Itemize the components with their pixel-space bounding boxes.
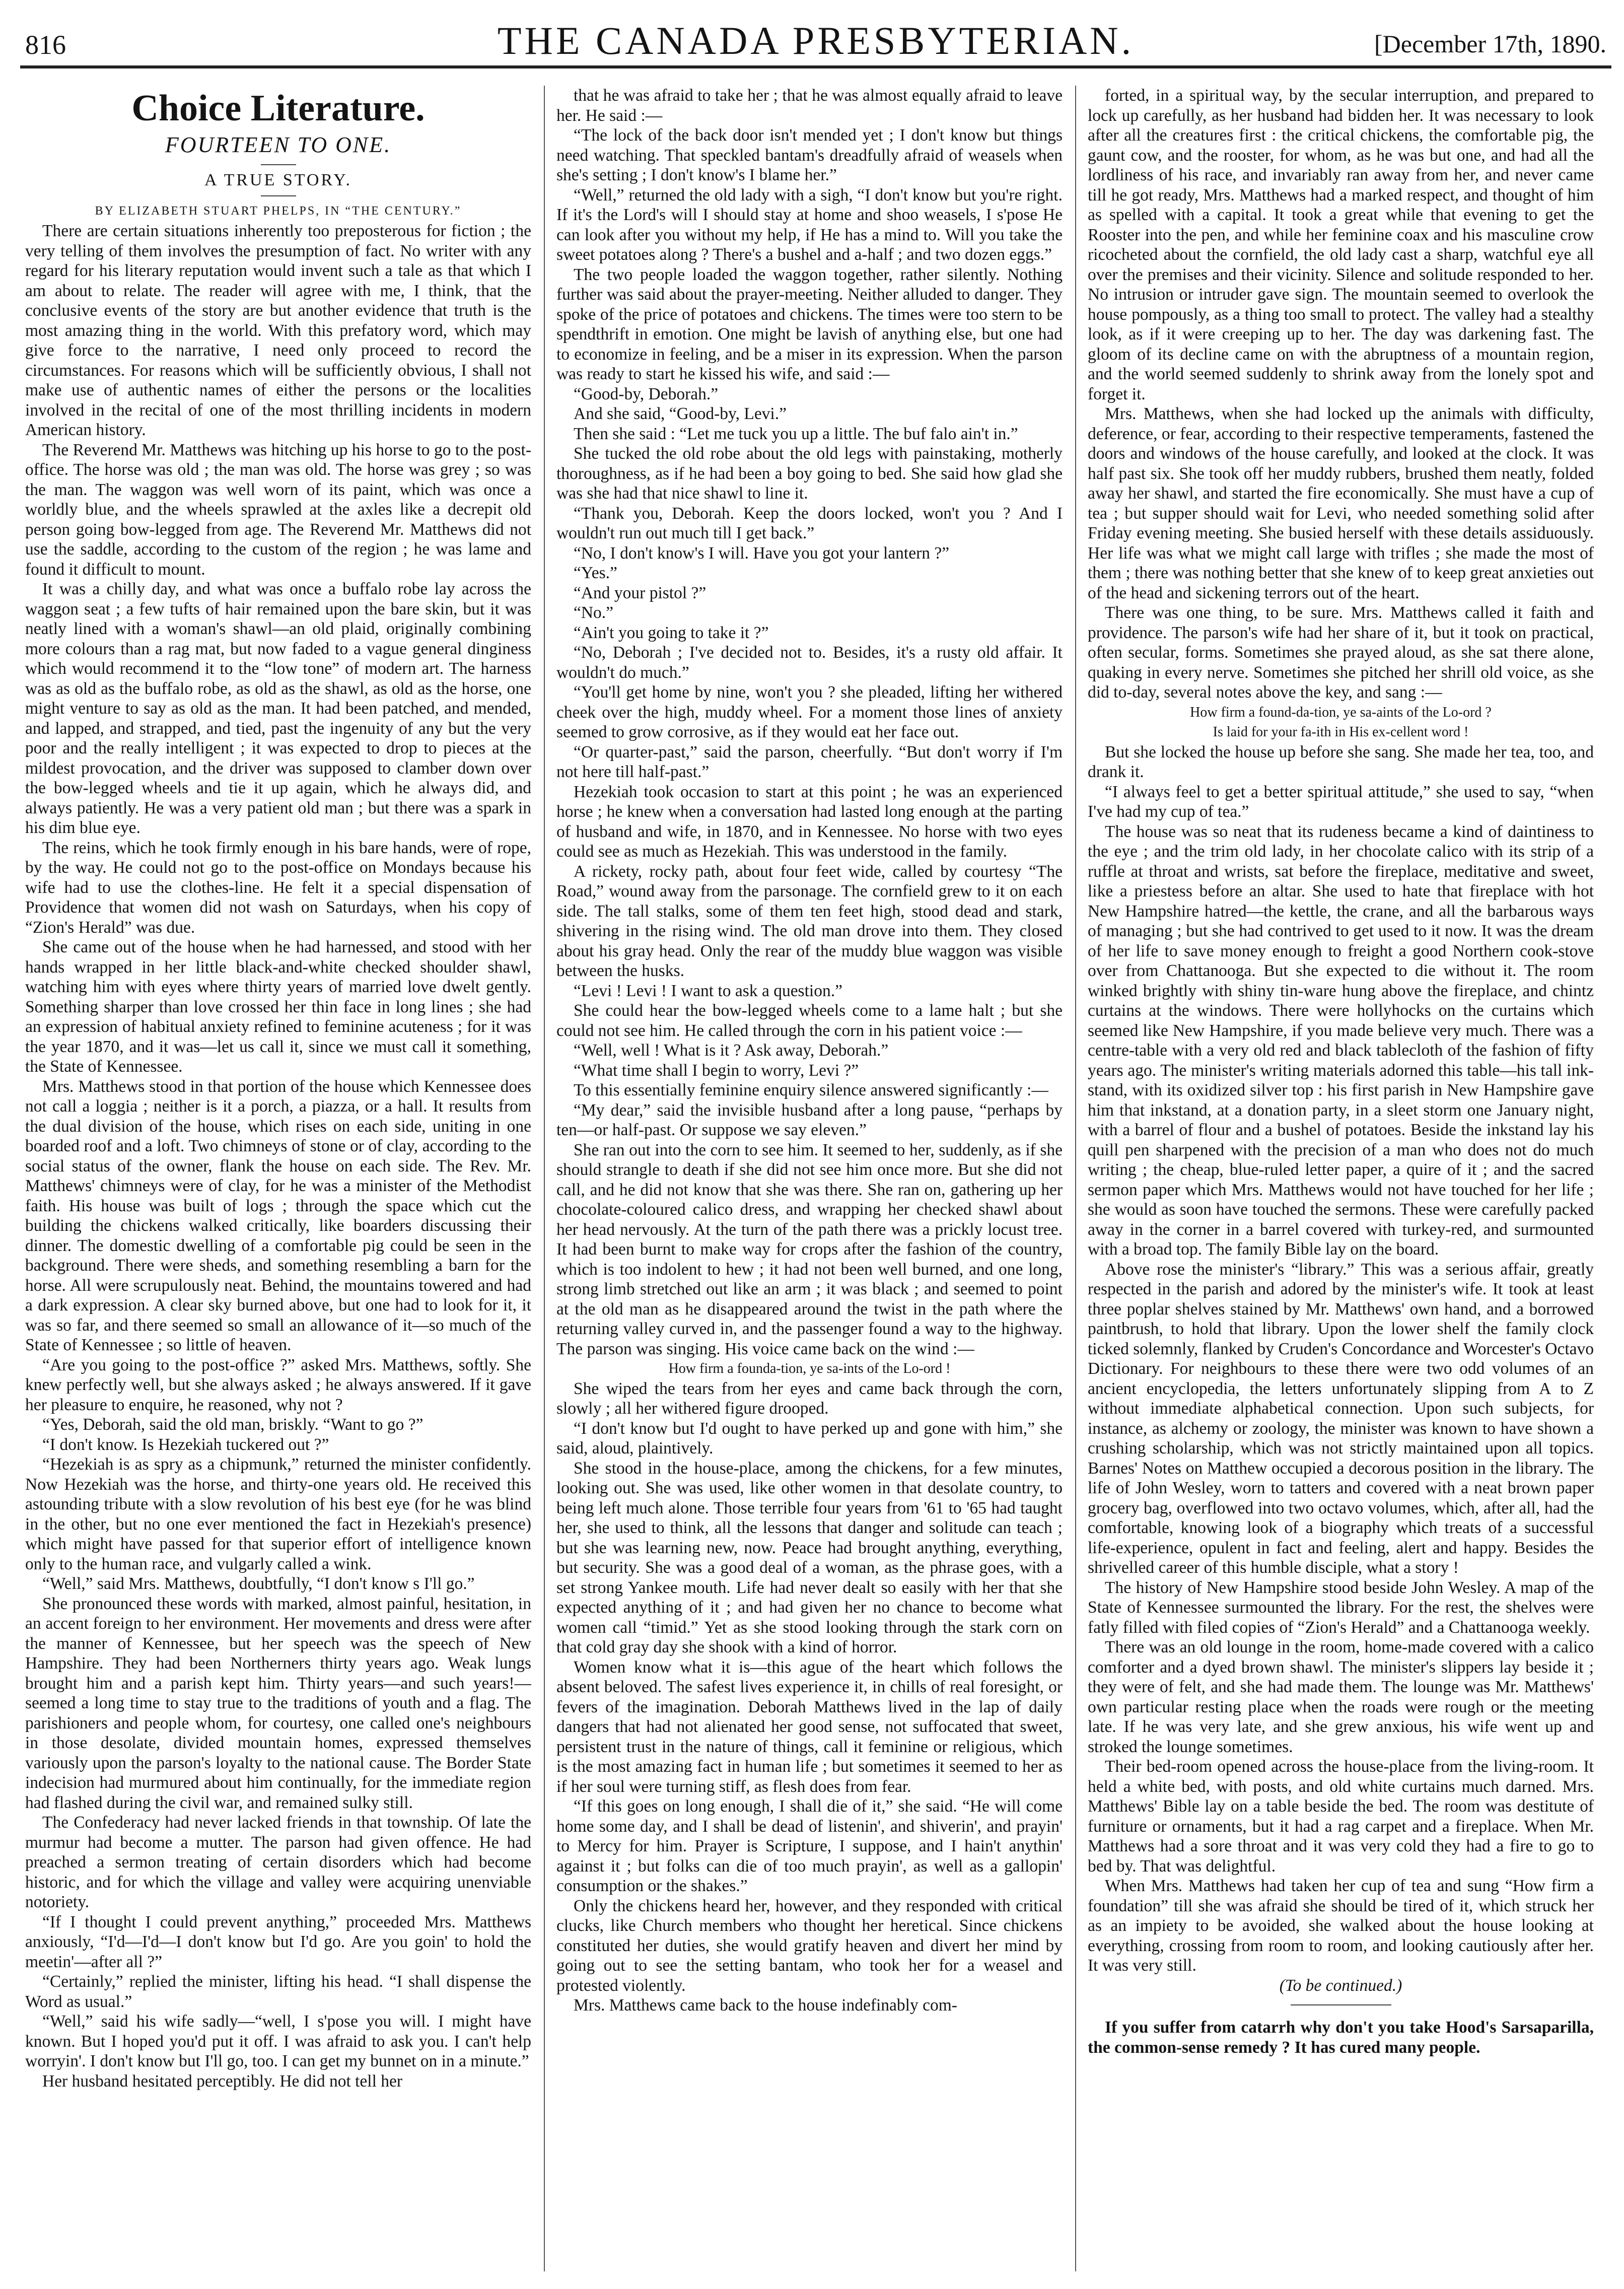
column-3 bbox=[1088, 86, 1594, 2271]
paragraph: “You'll get home by nine, won't you ? she pleaded, lifting her withered cheek over the high, muddy wheel. For a moment those lines of anxiety seemed to grow corrosive, as if they would eat her face out. bbox=[556, 683, 1063, 741]
paragraph: The reins, which he took firmly enough in his bare hands, were of rope, by the way. He could not go to the post-office on Mondays because his wife had to use the clothes-line. He felt it a special dispensation of Providence that women did not wash on Saturdays, when his copy of “Zion's Herald” was due. bbox=[25, 838, 531, 937]
paragraph: “The lock of the back door isn't mended yet ; I don't know but things need watching. That speckled bantam's dreadfully afraid of weasels when she's setting ; I don't know's I blame her.” bbox=[556, 126, 1063, 184]
paragraph: “Yes, Deborah, said the old man, briskly. “Want to go ?” bbox=[42, 1415, 423, 1434]
paragraph: “Well,” returned the old lady with a sigh, “I don't know but you're right. If it's the Lord's will I should stay at home and shoo weasels, I s'pose He can look after you without my help, if He has a mind to. Will you take the sweet potatoes along ? There's a bushel and a-half ; and two dozen eggs.” bbox=[556, 185, 1063, 264]
paragraph: There was an old lounge in the room, home-made covered with a calico comforter and a dyed brown shawl. The minister's slippers lay beside it ; they were of felt, and she had made them. The lounge was Mr. Matthews' own particular resting place when the roads were rough or the meeting late. If he was very late, and she grew anxious, his wife went up and stroked the lounge sometimes. bbox=[1088, 1638, 1594, 1756]
page-number: 816 bbox=[25, 30, 66, 60]
paragraph: To this essentially feminine enquiry silence answered significantly :— bbox=[574, 1081, 1048, 1099]
hymn-verse: How firm a founda-tion, ye sa-ints of the Lo-ord ! bbox=[668, 1361, 951, 1376]
paragraph: She tucked the old robe about the old legs with painstaking, motherly thoroughness, as if he had been a boy going to bed. She said how glad she was she had that nice shawl to line it. bbox=[556, 444, 1063, 503]
paragraph: She wiped the tears from her eyes and came back through the corn, slowly ; all her withered figure drooped. bbox=[556, 1379, 1063, 1418]
divider bbox=[261, 195, 296, 196]
paragraph: “I don't know but I'd ought to have perked up and gone with him,” she said, aloud, plaintively. bbox=[556, 1419, 1063, 1458]
paragraph: Her husband hesitated perceptibly. He did not tell her bbox=[42, 2071, 403, 2091]
story-subtitle: A TRUE STORY. bbox=[204, 171, 352, 189]
paragraph: “Thank you, Deborah. Keep the doors locked, won't you ? And I wouldn't run out much till I get back.” bbox=[556, 504, 1063, 542]
paragraph: She ran out into the corn to see him. It seemed to her, suddenly, as if she should strangle to death if she did not see him once more. But she did not call, and he did not know that she was there. She ran on, gathering up her chocolate-coloured calico dress, and wrapping her checked shawl about her head nervously. At the turn of the path there was a prickly locust tree. It had been burnt to make way for crops after the fashion of the country, which is too indolent to hew ; it had not been well burned, and one long, strong limb stretched out like an arm ; it was black ; and seemed to point at the old man as he disappeared around the twist in the path where the returning valley curved in, and the passenger found a way to the highway. The parson was singing. His voice came back on the wind :— bbox=[556, 1140, 1063, 1358]
paragraph: She stood in the house-place, among the chickens, for a few minutes, looking out. She was used, like other women in that desolate country, to being left much alone. Those terrible four years from '61 to '65 had taught her, she used to think, all the lessons that danger and solitude can teach ; but she was learning new, now. Peace had brought anything, everything, but security. She was a good deal of a woman, as the phrase goes, with a set strong Yankee mouth. Life had never dealt so easily with her that she expected anything of it ; and had given her no chance to become what women call “timid.” Yet as she stood looking through the stark corn on that cold gray day she shook with a kind of horror. bbox=[556, 1459, 1063, 1656]
paragraph: “Well,” said his wife sadly—“well, I s'pose you will. I might have known. But I hoped you'd put it off. I was afraid to ask you. I can't help worryin'. I don't know but I'll go, too. I can get my bunnet on in a minute.” bbox=[25, 2012, 531, 2070]
paragraph: She pronounced these words with marked, almost painful, hesitation, in an accent foreign to her environment. Her movements and dress were after the manner of Kennessee, but her speech was the speech of New Hampshire. They had been Northerners thirty years ago. Weak lungs brought him and a parish kept him. Thirty years—and such years!—seemed a long time to stay true to the traditions of youth and a flag. The parishioners and people whom, for courtesy, one called one's neighbours in those desolate, divided mountain homes, expressed themselves variously upon the parson's loyalty to the national cause. The Border State indecision had murmured about him continually, for the immediate region had flashed during the civil war, and remained sulky still. bbox=[25, 1594, 531, 1812]
paragraph: But she locked the house up before she sang. She made her tea, too, and drank it. bbox=[1088, 742, 1594, 781]
paragraph: “Good-by, Deborah.” bbox=[574, 384, 719, 403]
paragraph: “Levi ! Levi ! I want to ask a question.” bbox=[574, 981, 842, 1000]
byline: BY ELIZABETH STUART PHELPS, IN “THE CENTURY.” bbox=[95, 204, 462, 218]
paragraph: “Are you going to the post-office ?” asked Mrs. Matthews, softly. She knew perfectly well, but she always asked ; he always answered. If it gave her pleasure to enquire, he reasoned, why not ? bbox=[25, 1355, 531, 1414]
paragraph: “If this goes on long enough, I shall die of it,” she said. “He will come home some day, and I shall be dead of listenin', and shiverin', and prayin' to Mercy for him. Prayer is Scripture, I suppose, and I hain't anythin' against it ; but folks can die of too much prayin', as well as a gallopin' consumption or the shakes.” bbox=[556, 1797, 1063, 1895]
hymn-verse: How firm a found-da-tion, ye sa-aints of the Lo-ord ? Is laid for your fa-ith in His ex-cellent word ! bbox=[1190, 704, 1492, 740]
paragraph: When Mrs. Matthews had taken her cup of tea and sung “How firm a foundation” till she was afraid she should be tired of it, which struck her as an impiety to be avoided, she walked about the house looking at everything, crossing from room to room, and looking cautiously after her. It was very still. bbox=[1088, 1877, 1594, 1975]
divider bbox=[1291, 2004, 1391, 2005]
paragraph: Above rose the minister's “library.” This was a serious affair, greatly respected in the parish and adored by the minister's wife. It took at least three poplar shelves stained by Mr. Matthews' own hand, and a borrowed paintbrush, to hold that library. Upon the lower shelf the family clock ticked solemnly, flanked by Cruden's Concordance and Worcester's Octavo Dictionary. For neighbours to these there were two odd volumes of an ancient encyclopedia, the letters unfortunately slipping from A to Z without immediate alphabetical connection. Upon such subjects, for instance, as alchemy or zoology, the minister was known to have shown a crushing scholarship, which was not strictly maintained upon all topics. Barnes' Notes on Matthew occupied a decorous position in the library. The life of John Wesley, worn to tatters and covered with a neat brown paper grocery bag, overflowed into two octavo volumes, which, after all, had the comfortable, knowing look of a biography which treats of a successful life-experience, opulent in fact and feeling, alert and happy. Besides the shrivelled career of this humble disciple, what a story ! bbox=[1088, 1260, 1594, 1577]
paragraph: There was one thing, to be sure. Mrs. Matthews called it faith and providence. The parson's wife had her share of it, but it took on practical, often secular, forms. Sometimes she prayed aloud, as she sat there alone, quaking in every nerve. Sometimes she pitched her shrill old voice, as she did to-day, several notes above the key, and sang :— bbox=[1088, 603, 1594, 702]
section-heading: Choice Literature. bbox=[131, 88, 425, 129]
paragraph: “No, I don't know's I will. Have you got your lantern ?” bbox=[574, 543, 950, 563]
paragraph: The Reverend Mr. Matthews was hitching up his horse to go to the post-office. The horse was old ; the man was old. The horse was grey ; so was the man. The waggon was well worn of its paint, which was once a worldly blue, and the wheels sprawled at the axles like a decrepit old person going bow-legged from age. The Reverend Mr. Matthews did not use the saddle, according to the custom of the region ; he was lame and found it difficult to mount. bbox=[25, 440, 531, 579]
paragraph: “Well,” said Mrs. Matthews, doubtfully, “I don't know s I'll go.” bbox=[42, 1574, 475, 1593]
paragraph: It was a chilly day, and what was once a buffalo robe lay across the waggon seat ; a few tufts of hair remained upon the bare skin, but it was neatly lined with a woman's shawl—an old plaid, originally combining more colours than a rag mat, but now faded to a vague general dinginess which would recommend it to the “low tone” of modern art. The harness was as old as the buffalo robe, as old as the shawl, as old as the horse, one might venture to say as old as the man. It had been patched, and mended, and lapped, and strapped, and tied, past the ingenuity of any but the very poor and the really intelligent ; it was expected to drop to pieces at the mildest provocation, and the driver was supposed to clamber down over the bow-legged wheels and tie it up again, which he always did, and always patiently. He was a very patient old man ; but there was a spark in his dim blue eye. bbox=[25, 580, 531, 837]
paragraph: She came out of the house when he had harnessed, and stood with her hands wrapped in her little black-and-white checked shoulder shawl, watching him with eyes where thirty years of married love dwelt gently. Something sharper than love crossed her thin face in long lines ; she had an expression of habitual anxiety refined to feminine acuteness ; for it was the year 1870, and it was—let us call it, since we must call it something, the State of Kennessee. bbox=[25, 938, 531, 1076]
paragraph: Mrs. Matthews came back to the house indefinably com- bbox=[574, 1996, 957, 2015]
paragraph: The two people loaded the waggon together, rather silently. Nothing further was said about the prayer-meeting. Neither alluded to danger. They spoke of the price of potatoes and chickens. The times were too stern to be spendthrift in emotion. One might be lavish of anything else, but one had to economize in feeling, and be a miser in its expression. When the parson was ready to start he kissed his wife, and said :— bbox=[556, 265, 1063, 383]
paragraph: “My dear,” said the invisible husband after a long pause, “perhaps by ten—or half-past. Or suppose we say eleven.” bbox=[556, 1100, 1063, 1139]
paragraph: “No, Deborah ; I've decided not to. Besides, it's a rusty old affair. It wouldn't do much.” bbox=[556, 643, 1063, 682]
masthead: THE CANADA PRESBYTERIAN. bbox=[497, 19, 1135, 62]
paragraph: “Well, well ! What is it ? Ask away, Deborah.” bbox=[574, 1041, 889, 1060]
paragraph: “I always feel to get a better spiritual attitude,” she used to say, “when I've had my cup of tea.” bbox=[1088, 782, 1594, 821]
paragraph: And she said, “Good-by, Levi.” bbox=[574, 404, 787, 423]
paragraph: “What time shall I begin to worry, Levi ?” bbox=[574, 1061, 859, 1080]
paragraph: forted, in a spiritual way, by the secular interruption, and prepared to lock up carefully, as her husband had bidden her. It was necessary to look after all the creatures first : the critical chickens, the comfortable pig, the gaunt cow, and the rooster, for whom, as he was but one, and had all the lordliness of his race, and invariably ran away from her, and never came till he got ready, Mrs. Matthews had a marked respect, and thought of him as spelled with a capital. It took a great while that evening to get the Rooster into the pen, and while her feminine coax and his masculine crow ricocheted about the cornfield, the old lady cast a sharp, watchful eye all over the premises and their vicinity. Silence and solitude responded to her. No intrusion or intruder gave sign. The mountain seemed to overlook the house pompously, as a thing too small to protect. The valley had a stealthy look, as if it were creeping up to her. The day was darkening fast. The gloom of its decline came on with the abruptness of a mountain region, and the world seemed suddenly to shrink away from the lonely spot and forget it. bbox=[1088, 86, 1594, 403]
paragraph: “Hezekiah is as spry as a chipmunk,” returned the minister confidently. Now Hezekiah was the horse, and thirty-one years old. He received this astounding tribute with a slow revolution of his best eye (for he was blind in the other, but no one ever mentioned the fact in Hezekiah's presence) which might have passed for that superior effort of intelligence known only to the human race, and vulgarly called a wink. bbox=[25, 1455, 531, 1573]
column-divider bbox=[544, 86, 545, 2271]
paragraph: “Yes.” bbox=[574, 564, 617, 582]
paragraph: Only the chickens heard her, however, and they responded with critical clucks, like Church members who thought her heretical. Since chickens constituted her duties, she would gratify heaven and divert her mind by going out to see the setting bantam, who took her for a weasel and protested violently. bbox=[556, 1896, 1063, 1995]
paragraph: “Certainly,” replied the minister, lifting his head. “I shall dispense the Word as usual.” bbox=[25, 1972, 531, 2011]
paragraph: “And your pistol ?” bbox=[574, 583, 707, 602]
paragraph: A rickety, rocky path, about four feet wide, called by courtesy “The Road,” wound away from the parsonage. The cornfield grew to it on each side. The tall stalks, some of them ten feet high, stood dead and stark, shivering in the rising wind. The old man drove into them. They closed about his gray head. Only the rear of the muddy blue waggon was visible between the husks. bbox=[556, 862, 1063, 980]
paragraph: The history of New Hampshire stood beside John Wesley. A map of the State of Kennessee surmounted the library. For the rest, the shelves were fatly filled with filed copies of “Zion's Herald” and a Chattanooga weekly. bbox=[1088, 1578, 1594, 1637]
paragraph: “Or quarter-past,” said the parson, cheerfully. “But don't worry if I'm not here till half-past.” bbox=[556, 742, 1063, 781]
continued-note: (To be continued.) bbox=[1279, 1976, 1402, 1995]
paragraph: Women know what it is—this ague of the heart which follows the absent beloved. The safest lives experience it, in chills of real foresight, or fevers of the imagination. Deborah Matthews lived in the lap of daily dangers that had not alienated her good sense, not suffocated that sweet, persistent trust in the nature of things, call it feminine or religious, which is the most amazing fact in human life ; but sometimes it seemed to her as if her soul were turning stiff, as flesh does from fear. bbox=[556, 1657, 1063, 1796]
paragraph: The house was so neat that its rudeness became a kind of daintiness to the eye ; and the trim old lady, in her chocolate calico with its strip of a ruffle at throat and wrists, sat before the fireplace, meditative and sweet, like a priestess before an altar. She used to hate that fireplace with hot New Hampshire hatred—the kettle, the crane, and all the barbarous ways of managing ; but she had contrived to get used to it now. It was the dream of her life to save money enough to freight a good Northern cook-stove over from Chattanooga. But she expected to die without it. The room winked brightly with shiny tin-ware hung above the fireplace, and chintz curtains at the windows. There were hollyhocks on the curtains which seemed like New Hampshire, if you made believe very much. There was a centre-table with a very old red and black tablecloth of the fashion of fifty years ago. The minister's writing materials adorned this table—his tall ink-stand, with its oxidized silver top : his first parish in New Hampshire gave him that inkstand, at a donation party, in a sleet storm one January night, with a barrel of flour and a bushel of potatoes. Beside the inkstand lay his quill pen sharpened with the precision of a man who does not do much writing ; the cheap, blue-ruled letter paper, a quire of it ; and the sacred sermon paper which Mrs. Matthews would not have touched for her life ; she would as soon have touched the sermons. These were carefully packed away in the corner in a barrel covered with turkey-red, and surmounted with a broad top. The family Bible lay on the board. bbox=[1088, 822, 1594, 1259]
column-divider bbox=[1075, 86, 1076, 2271]
paragraph: “Ain't you going to take it ?” bbox=[574, 623, 769, 642]
paragraph: “I don't know. Is Hezekiah tuckered out ?” bbox=[42, 1435, 329, 1454]
advertisement: If you suffer from catarrh why don't you take Hood's Sarsaparilla, the common-sense remedy ? It has cured many people. bbox=[1088, 2018, 1594, 2057]
paragraph: “No.” bbox=[574, 603, 614, 622]
paragraph: Hezekiah took occasion to start at this point ; he was an experienced horse ; he knew when a conversation had lasted long enough at the parting of husband and wife, in 1870, and in Kennessee. No horse with two eyes could see as much as Hezekiah. This was understood in the family. bbox=[556, 782, 1063, 861]
paragraph: Mrs. Matthews, when she had locked up the animals with difficulty, deference, or fear, according to their respective temperaments, fastened the doors and windows of the house carefully, and looked at the clock. It was half past six. She took off her muddy rubbers, brushed them neatly, folded away her shawl, and started the fire economically. She must have a cup of tea ; but supper should wait for Levi, who needed something solid after Friday evening meeting. She busied herself with these details assiduously. Her life was what we might call large with trifles ; she made the most of them ; there was nothing better that she knew of to keep great anxieties out of the head and sickening terrors out of the heart. bbox=[1088, 404, 1594, 602]
paragraph: Mrs. Matthews stood in that portion of the house which Kennessee does not call a loggia ; neither is it a porch, a piazza, or a hall. It results from the dual division of the house, which rises on each side, uniting in one boarded roof and a loft. Two chimneys of stone or of clay, according to the social status of the owner, flank the house on each side. The Rev. Mr. Matthews' chimneys were of clay, for he was a minister of the Methodist faith. His house was built of logs ; through the space which cut the building the chickens walked critically, like boarders discussing their dinner. The domestic dwelling of a comfortable pig could be seen in the background. There were sheds, and something resembling a barn for the horse. All were scrupulously neat. Behind, the mountains towered and had a dark expression. A clear sky burned above, but one had to look for it, it was so far, and there seemed so small an allowance of it—so much of the State of Kennessee ; so little of heaven. bbox=[25, 1077, 531, 1354]
paragraph: She could hear the bow-legged wheels come to a lame halt ; but she could not see him. He called through the corn in his patient voice :— bbox=[556, 1001, 1063, 1040]
issue-date: [December 17th, 1890. bbox=[1374, 30, 1606, 58]
paragraph: There are certain situations inherently too preposterous for fiction ; the very telling of them involves the presumption of fact. No writer with any regard for his literary reputation would invent such a tale as that which I am about to relate. The reader will agree with me, I think, that the conclusive events of the story are but another evidence that truth is the most amazing thing in the world. With this prefatory word, which may give force to the narrative, I need only proceed to record the circumstances. For reasons which will be sufficiently obvious, I shall not make use of authentic names of either the persons or the localities involved in the recital of one of the most thrilling incidents in modern American history. bbox=[25, 222, 531, 439]
paragraph: Then she said : “Let me tuck you up a little. The buf falo ain't in.” bbox=[574, 424, 1018, 443]
paragraph: The Confederacy had never lacked friends in that township. Of late the murmur had become a mutter. The parson had given offence. He had preached a sermon treating of certain disorders which had become historic, and for which the village and valley were acquiring unenviable notoriety. bbox=[25, 1813, 531, 1911]
paragraph: Their bed-room opened across the house-place from the living-room. It held a white bed, with posts, and old white curtains much darned. Mrs. Matthews' Bible lay on a table beside the bed. The room was destitute of furniture or ornaments, but it had a rag carpet and a fireplace. When Mr. Matthews had a sore throat and it was very cold they had a fire to go to bed by. That was delightful. bbox=[1088, 1757, 1594, 1876]
column-2 bbox=[556, 86, 1063, 2271]
story-title: FOURTEEN TO ONE. bbox=[165, 132, 392, 157]
page-header bbox=[20, 10, 1611, 68]
paragraph: that he was afraid to take her ; that he was almost equally afraid to leave her. He said :— bbox=[556, 86, 1063, 125]
divider bbox=[261, 164, 296, 165]
paragraph: “If I thought I could prevent anything,” proceeded Mrs. Matthews anxiously, “I'd—I'd—I don't know but I'd go. Are you goin' to hold the meetin'—after all ?” bbox=[25, 1912, 531, 1971]
column-1 bbox=[25, 86, 531, 2271]
